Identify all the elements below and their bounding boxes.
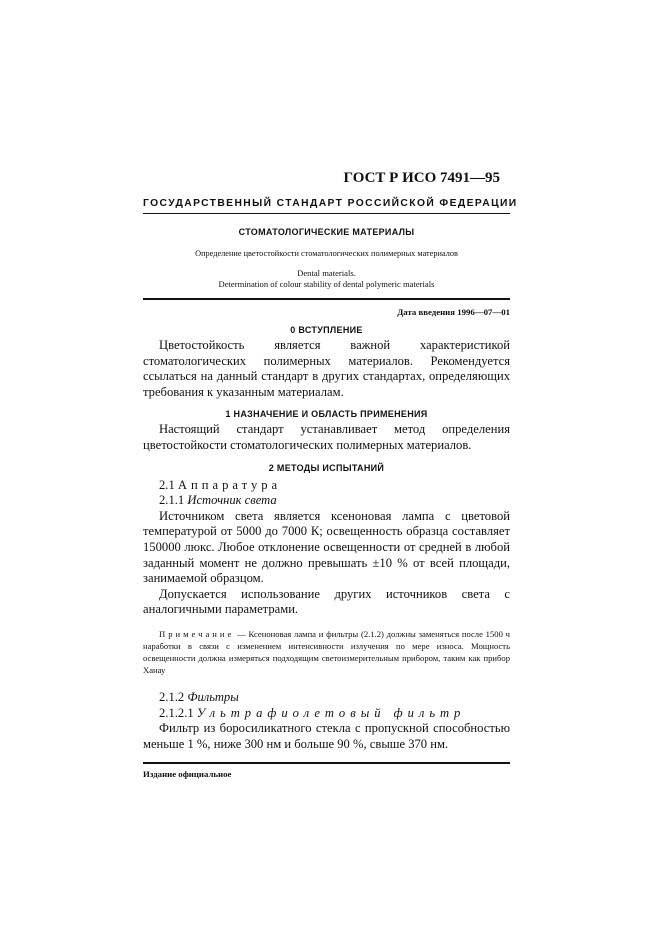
section-2-1-2-1-text: Фильтр из боросиликатного стекла с пропускной способностью меньше 1 %, ниже 300 нм и больше 90 %, свыше 370 нм. — [143, 721, 510, 751]
document-number: ГОСТ Р ИСО 7491—95 — [343, 170, 500, 186]
title-rule — [143, 298, 510, 300]
footer-rule — [143, 762, 510, 764]
section-2-1-title: Аппаратура — [177, 477, 282, 492]
standard-header: ГОСУДАРСТВЕННЫЙ СТАНДАРТ РОССИЙСКОЙ ФЕДЕРАЦИИ — [143, 198, 518, 209]
section-2-1-heading — [143, 478, 510, 494]
section-2-1-1-text: Источником света является ксеноновая лампа с цветовой температурой от 5000 до 7000 К; освещенность образца составляет 150000 люкс. Любое отклонение освещенности от средней в любой заданный момент не должно превышать ±10 % от всей площади, занимаемой образцом. — [143, 508, 510, 586]
note-text: — Ксеноновая лампа и фильтры (2.1.2) должны заменяться после 1500 ч наработки в связи с изменением интенсивности излучения по мере износа. Мощность освещенности должна измеряться подходящим светоизмерительным прибором, таким как прибор Ханау — [143, 628, 510, 675]
document-body — [143, 169, 518, 780]
section-2-1-2-1-number: 2.1.2.1 — [159, 705, 194, 720]
section-2-1-1-heading — [143, 493, 510, 509]
introduction-date: Дата введения 1996—07—01 — [397, 307, 510, 317]
section-1-heading: 1 НАЗНАЧЕНИЕ И ОБЛАСТЬ ПРИМЕНЕНИЯ — [225, 409, 428, 420]
subtitle-en: Determination of colour stability of dental polymeric materials — [218, 279, 435, 289]
section-2-1-2-heading — [143, 690, 510, 706]
section-0-text: Цветостойкость является важной характеристикой стоматологических полимерных материалов. Рекомендуется ссылаться на данный стандарт в других стандартах, определяющих требования к указанным материалам. — [143, 338, 510, 399]
note-label: Примечание — [159, 628, 235, 639]
section-2-1-1-text-2: Допускается использование других источников света с аналогичными параметрами. — [143, 586, 510, 617]
title-ru: СТОМАТОЛОГИЧЕСКИЕ МАТЕРИАЛЫ — [238, 227, 415, 237]
section-2-1-2-number: 2.1.2 — [159, 689, 185, 704]
section-2-1-2-title: Фильтры — [187, 689, 239, 704]
title-en: Dental materials. — [297, 268, 356, 278]
header-rule — [143, 213, 510, 214]
section-2-heading: 2 МЕТОДЫ ИСПЫТАНИЙ — [268, 462, 385, 473]
subtitle-ru: Определение цветостойкости стоматологических полимерных материалов — [195, 249, 458, 258]
section-1-text: Настоящий стандарт устанавливает метод определения цветостойкости стоматологических полимерных материалов. — [143, 422, 510, 452]
section-0-heading: 0 ВСТУПЛЕНИЕ — [290, 325, 363, 335]
section-2-1-2-1-heading — [143, 706, 510, 722]
note — [143, 628, 510, 676]
section-2-1-number: 2.1 — [159, 477, 175, 492]
section-2-1-2-1-title: Ультрафиолетовый фильтр — [196, 705, 466, 720]
official-edition-label: Издание официальное — [143, 768, 232, 779]
section-2-1-1-title: Источник света — [187, 493, 277, 508]
section-2-1-1-number: 2.1.1 — [159, 493, 185, 508]
